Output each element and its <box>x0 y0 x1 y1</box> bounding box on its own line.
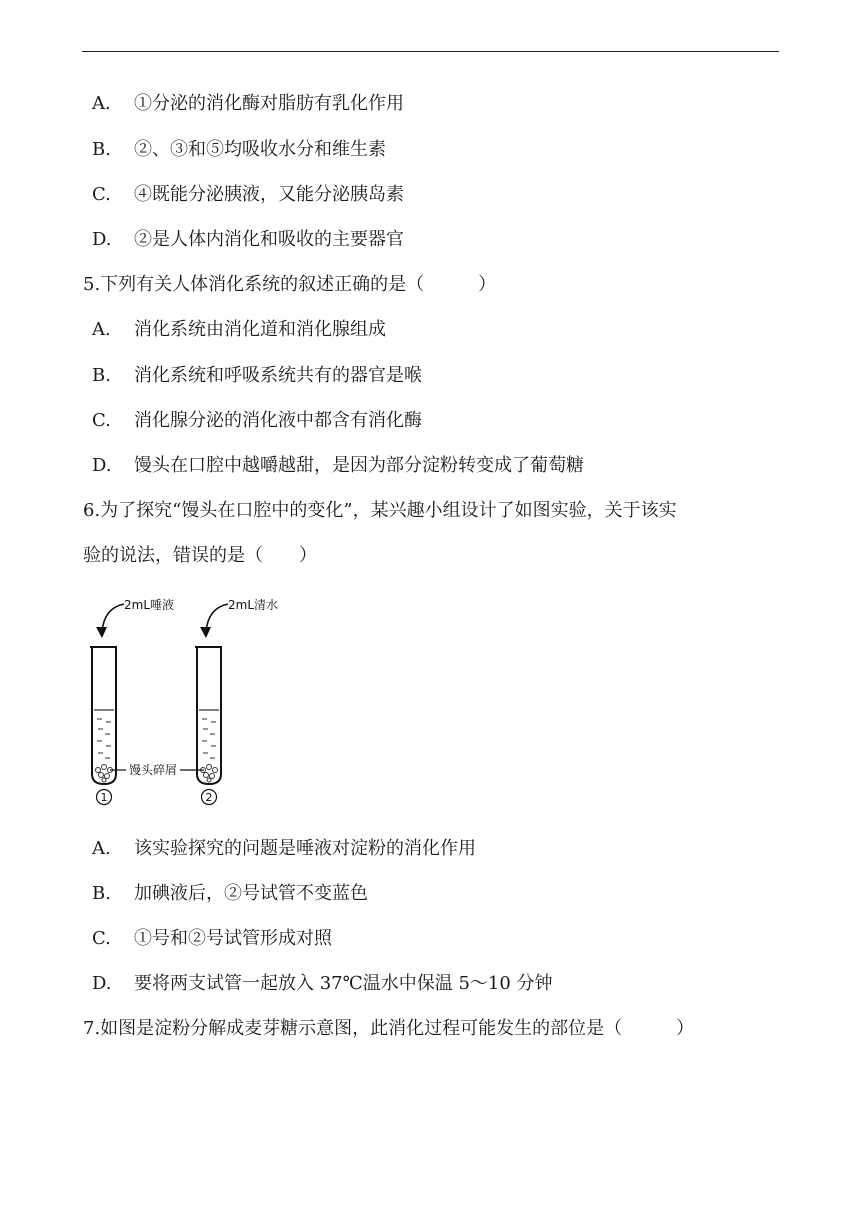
option-text: 消化腺分泌的消化液中都含有消化酶 <box>134 410 422 431</box>
option-text: ①号和②号试管形成对照 <box>134 928 332 949</box>
header-rule <box>82 51 779 52</box>
q4-option-c[interactable] <box>92 183 404 207</box>
option-letter: D. <box>92 973 112 994</box>
q6-option-c[interactable] <box>92 927 332 951</box>
tube1-label: 2mL唾液 <box>124 598 175 612</box>
q5-option-a[interactable] <box>92 318 386 342</box>
test-tube-1 <box>90 647 117 784</box>
tube1-number: 1 <box>100 791 108 804</box>
q4-option-a[interactable] <box>92 92 404 116</box>
option-letter: B. <box>92 883 111 904</box>
tube2-number: 2 <box>205 791 213 804</box>
option-letter: A. <box>92 838 111 859</box>
option-letter: C. <box>92 184 111 205</box>
q5-stem: 5.下列有关人体消化系统的叙述正确的是（ ） <box>83 274 497 295</box>
test-tube-figure <box>80 594 300 808</box>
option-text: 馒头在口腔中越嚼越甜，是因为部分淀粉转变成了葡萄糖 <box>134 455 584 476</box>
q7-stem: 7.如图是淀粉分解成麦芽糖示意图，此消化过程可能发生的部位是（ ） <box>83 1018 695 1039</box>
arrow-head-icon <box>200 627 211 638</box>
option-text: 要将两支试管一起放入 37℃温水中保温 5～10 分钟 <box>134 973 553 994</box>
option-letter: A. <box>92 93 111 114</box>
q4-option-d[interactable] <box>92 228 404 252</box>
q5-option-c[interactable] <box>92 409 422 433</box>
arrow-head-icon <box>96 627 107 638</box>
q6-option-b[interactable] <box>92 882 368 906</box>
q6-stem-line2: 验的说法，错误的是（ ） <box>83 545 317 566</box>
center-label: 馒头碎屑 <box>129 763 178 777</box>
option-letter: C. <box>92 410 111 431</box>
option-text: 消化系统和呼吸系统共有的器官是喉 <box>134 365 422 386</box>
q5-option-b[interactable] <box>92 364 422 388</box>
option-text: ②是人体内消化和吸收的主要器官 <box>134 229 404 250</box>
option-letter: B. <box>92 139 111 160</box>
option-letter: A. <box>92 319 111 340</box>
q6-option-d[interactable] <box>92 972 553 996</box>
tube2-label: 2mL清水 <box>228 598 279 612</box>
test-tube-2 <box>195 647 222 784</box>
option-text: ①分泌的消化酶对脂肪有乳化作用 <box>134 93 404 114</box>
option-letter: D. <box>92 455 112 476</box>
option-letter: B. <box>92 365 111 386</box>
q6-option-a[interactable] <box>92 837 476 861</box>
q6-stem-line1: 6.为了探究“馒头在口腔中的变化”，某兴趣小组设计了如图实验，关于该实 <box>83 500 677 521</box>
option-text: 该实验探究的问题是唾液对淀粉的消化作用 <box>134 838 476 859</box>
q4-option-b[interactable] <box>92 138 386 162</box>
option-letter: C. <box>92 928 111 949</box>
option-text: 加碘液后，②号试管不变蓝色 <box>134 883 368 904</box>
option-text: 消化系统由消化道和消化腺组成 <box>134 319 386 340</box>
option-letter: D. <box>92 229 112 250</box>
q5-option-d[interactable] <box>92 454 584 478</box>
option-text: ②、③和⑤均吸收水分和维生素 <box>134 139 386 160</box>
option-text: ④既能分泌胰液，又能分泌胰岛素 <box>134 184 404 205</box>
